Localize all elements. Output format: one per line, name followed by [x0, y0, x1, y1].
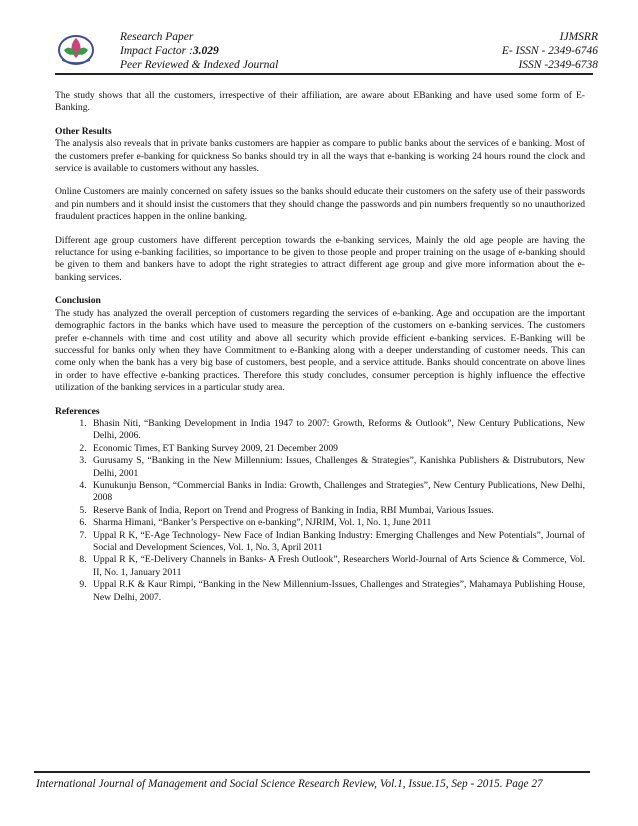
header-issn: ISSN -2349-6738 [518, 59, 598, 71]
conclusion-heading: Conclusion [55, 295, 101, 307]
reference-item: 4. Kunukunju Benson, “Commercial Banks in India: Growth, Challenges and Strategies”, New Century Publications, New Delhi, 2008 [89, 480, 585, 505]
page-footer [36, 778, 596, 790]
page-body [55, 90, 585, 604]
references-heading: References [55, 405, 100, 417]
header-left-block [120, 30, 278, 72]
reference-item: 7. Uppal R K, “E-Age Technology- New Face of Indian Banking Industry: Emerging Challenges and New Potentials”, Journal of Social and Development Sciences, Vol. 1, No. 3, April 2011 [89, 530, 585, 555]
header-review-type: Peer Reviewed & Indexed Journal [120, 59, 279, 71]
header-right-block [502, 30, 598, 72]
page-header [0, 0, 638, 82]
reference-item: 2. Economic Times, ET Banking Survey 2009, 21 December 2009 [89, 443, 585, 455]
reference-item: 1. Bhasin Niti, “Banking Development in India 1947 to 2007: Growth, Reforms & Outlook”, New Century Publications, New Delhi, 2006. [89, 418, 585, 443]
reference-item: 5. Reserve Bank of India, Report on Trend and Progress of Banking in India, RBI Mumbai, Various Issues. [89, 505, 585, 517]
header-journal-abbr: IJMSRR [559, 31, 598, 43]
conclusion-paragraph: The study has analyzed the overall perception of customers regarding the services of e-banking. Age and occupation are the important demographic factors in the banks which have used to measure the perception of the customers on e-banking services. The customers prefer e-channels with time and cost utility and above all security which provide efficient e-banking services. E-Banking will be successful for banks only when they have Commitment to e-Banking along with a deeper understanding of customer needs. This can come only when the bank has a very big base of customers, best people, and a service attitude. Banks should concentrate on above lines in order to have effective e-banking practices. Therefore this study concludes, consumer perception is highly influence the effective utilization of the banking services in a particular study area. [55, 307, 585, 394]
reference-item: 9. Uppal R.K & Kaur Rimpi, “Banking in the New Millennium-Issues, Challenges and Strategies”, Mahamaya Publishing House, New Delhi, 2007. [89, 579, 585, 604]
journal-logo-icon [56, 30, 96, 66]
other-results-paragraph: The analysis also reveals that in private banks customers are happier as compare to public banks about the services of e banking. Most of the customers prefer e-banking for quickness So banks should try in all the ways that e-banking is working 24 hours round the clock and service is available to customers without any hassles. [55, 138, 585, 175]
footer-citation: International Journal of Management and Social Science Research Review, Vol.1, Issue.15, Sep - 2015. Page [36, 778, 529, 790]
reference-item: 8. Uppal R K, “E-Delivery Channels in Banks- A Fresh Outlook”, Researchers World-Journal of Arts Science & Commerce, Vol. II, No. 1, January 2011 [89, 554, 585, 579]
header-impact-factor: Impact Factor :3.029 [120, 45, 219, 57]
references-list [55, 418, 585, 604]
other-results-paragraph: Online Customers are mainly concerned on safety issues so the banks should educate their customers on the safety use of their passwords and pin numbers and it should insist the customers that they should change the passwords and pin numbers frequently so no unauthorized fraudulent practices happen in the online banking. [55, 186, 585, 223]
other-results-paragraph: Different age group customers have different perception towards the e-banking services, Mainly the old age people are having the reluctance for using e-banking facilities, so importance to be given to those people and proper training on the usage of e-banking should be given to them and bankers have to adopt the right strategies to attract different age group and give more information about the e- banking services. [55, 234, 585, 283]
reference-item: 6. Sharma Himani, “Banker’s Perspective on e-banking”, NJRIM, Vol. 1, No. 1, June 2011 [89, 517, 585, 529]
footer-rule [34, 771, 590, 773]
reference-item: 3. Gurusamy S, “Banking in the New Millennium: Issues, Challenges & Strategies”, Kanishka Publishers & Distrubutors, New Delhi, 2001 [89, 455, 585, 480]
header-paper-type: Research Paper [120, 31, 194, 43]
header-e-issn: E- ISSN - 2349-6746 [501, 45, 598, 57]
other-results-heading: Other Results [55, 125, 112, 137]
header-rule [55, 73, 593, 75]
page-number: 27 [531, 778, 543, 790]
intro-paragraph: The study shows that all the customers, irrespective of their affiliation, are aware about EBanking and have used some form of E-Banking. [55, 90, 585, 114]
